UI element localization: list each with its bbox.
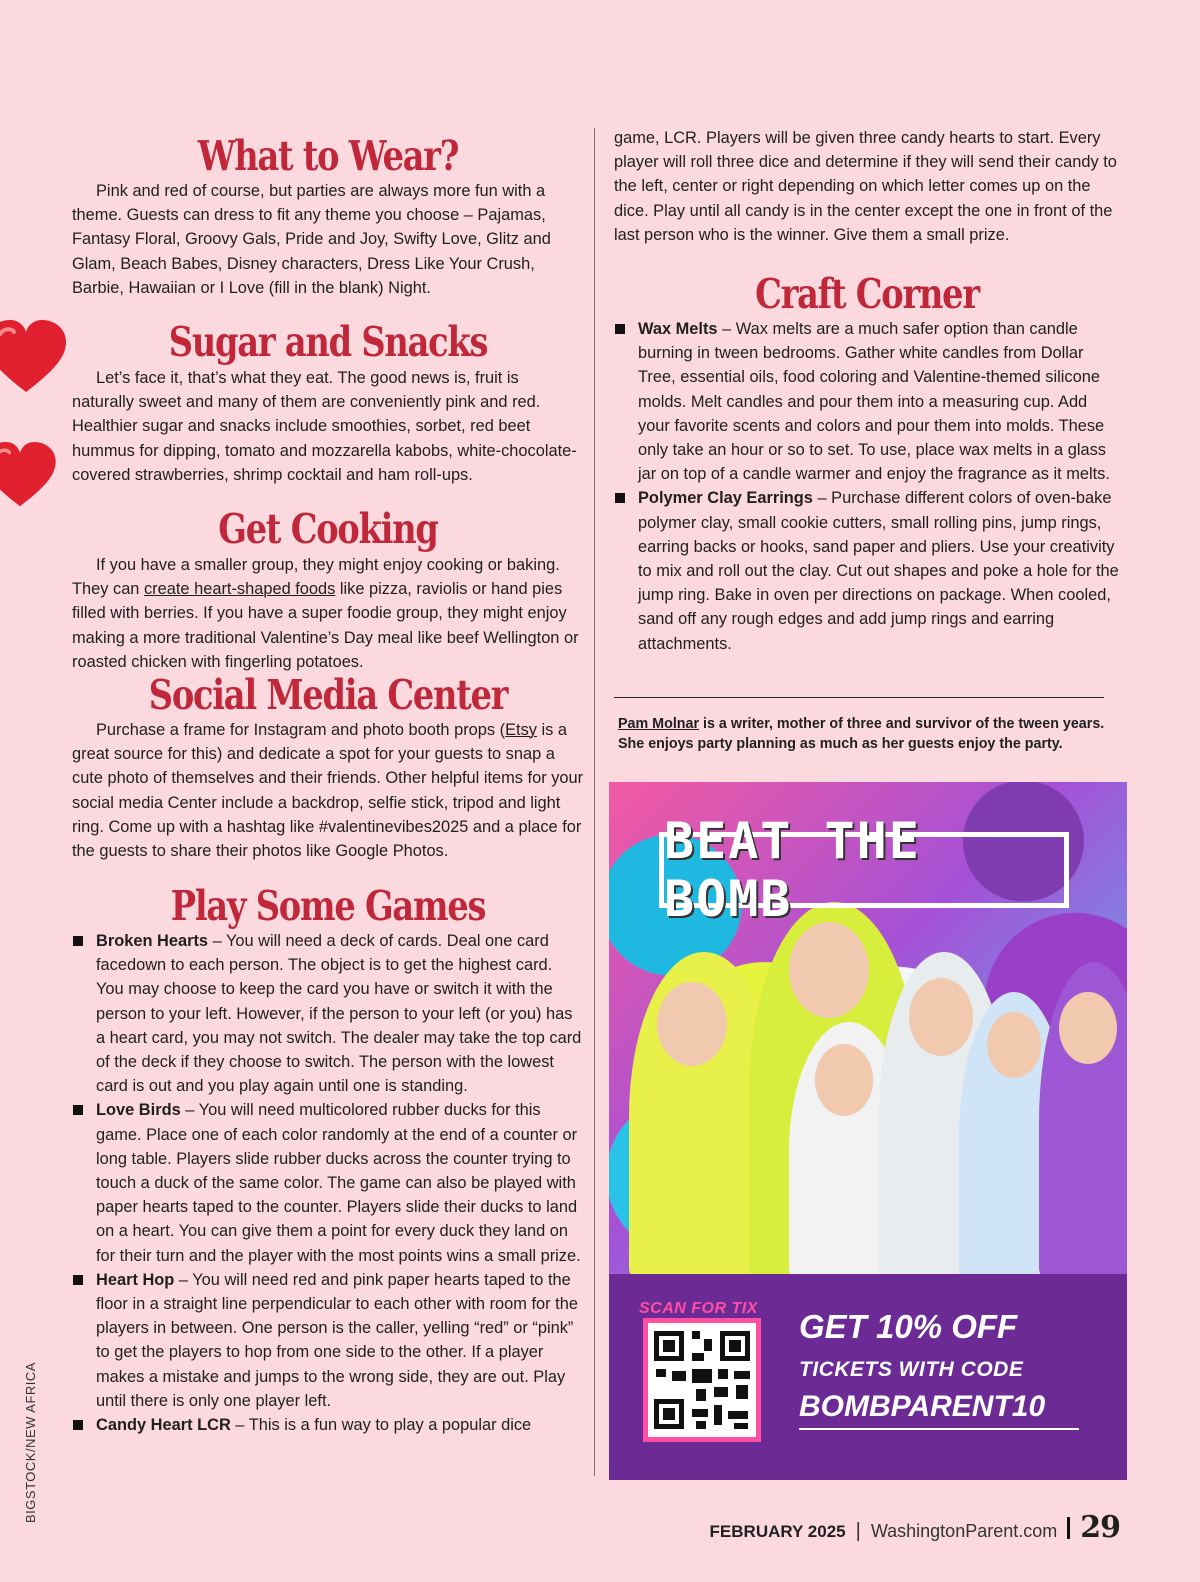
author-bio: Pam Molnar is a writer, mother of three and survivor of the tween years. She enjoys party planning as much as her guests enjoy the party. [618,716,1105,752]
list-item: Wax Melts – Wax melts are a much safer option than candle burning in tween bedrooms. Gather white candles from Dollar Tree, essential oils, food coloring and Valentine-themed silicone molds. Melt candles and pour them into a measuring cup. Add your favorite scents and colors and pour them into molds. These only take an hour or so to set. To use, place wax melts in a glass jar on top of a candle warmer and enjoy the fragrance as it melts. [614,317,1120,486]
beat-the-bomb-ad[interactable] [609,782,1127,1480]
heading-craft-corner: Craft Corner [755,270,979,318]
heart-icon [0,442,56,508]
square-bullet-icon [73,1420,83,1430]
paragraph-what-to-wear: Pink and red of course, but parties are always more fun with a theme. Guests can dress to fit any theme you choose – Pajamas, Fantasy Floral, Groovy Gals, Pride and Joy, Swifty Love, Glitz and Glam, Beach Babes, Disney characters, Dress Like Your Crush, Barbie, Hawaiian or I Love (fill in the blank) Night. [72,182,551,297]
paragraph-sugar-and-snacks: Let’s face it, that’s what they eat. The good news is, fruit is naturally sweet and many of them are conveniently pink and red. Healthier sugar and snacks include smoothies, sorbet, red beet hummus for dipping, tomato and mozzarella kabobs, white-chocolate-covered strawberries, shrimp cocktail and ham roll-ups. [72,369,577,484]
issue-date: FEBRUARY 2025 [709,1522,846,1541]
photo-credit: BIGSTOCK/NEW AFRICA [23,1362,38,1523]
link-heart-shaped-foods[interactable]: create heart-shaped foods [143,580,336,599]
author-rule [614,697,1104,698]
ad-title: BEAT THE BOMB [664,812,921,928]
square-bullet-icon [615,324,625,334]
link-etsy[interactable]: Etsy [505,721,537,739]
square-bullet-icon [73,1275,83,1285]
paragraph-get-cooking: If you have a smaller group, they might enjoy cooking or baking. They can create heart-shaped foods like pizza, raviolis or hand pies filled with berries. If you have a super foodie group, they might enjoy making a more traditional Valentine’s Day meal like beef Wellington or roasted chicken with fingerling potatoes. [72,556,579,671]
site-link[interactable]: WashingtonParent.com [870,1521,1058,1541]
games-list [72,929,584,1437]
ad-photo [609,782,1127,1274]
square-bullet-icon [73,1105,83,1115]
ad-logo [659,812,1069,928]
heading-sugar-and-snacks: Sugar and Snacks [168,318,488,366]
ad-offer-panel: SCAN FOR TIX GET 10% OFF TICKETS WITH CODE BOMBPARENT10 [609,1274,1127,1480]
list-item: Heart Hop – You will need red and pink paper hearts taped to the floor in a straight line perpendicular to each other with room for the players in between. One person is the caller, yelling “red” or “pink” to get the players to hop from one side to the other. If a player makes a mistake and jumps to the wrong side, they are out. Play until there is only one player left. [72,1268,584,1413]
square-bullet-icon [73,936,83,946]
square-bullet-icon [615,493,625,503]
paragraph-social-media-center: Purchase a frame for Instagram and photo booth props (Etsy is a great source for this) and dedicate a spot for your guests to snap a cute photo of themselves and their friends. Other helpful items for your social media Center include a backdrop, selfie stick, tripod and light ring. Come up with a hashtag like #valentinevibes2025 and a place for the guests to share their photos like Google Photos. [72,721,584,861]
heading-play-some-games: Play Some Games [170,882,486,930]
offer-underline [799,1428,1079,1430]
footer-separator [1067,1517,1070,1539]
promo-code: BOMBPARENT10 [799,1390,1046,1423]
list-item: Broken Hearts – You will need a deck of cards. Deal one card facedown to each person. The object is to get the highest card. You may choose to keep the card you have or switch it with the person to your left. However, if the person to your left (or you) has a heart card, you may not switch. The dealer may take the top card of the deck if they choose to switch. The person with the lowest card is out and you play again until one is standing. [72,929,584,1098]
heart-icon [0,320,66,400]
qr-code-icon[interactable] [643,1318,761,1442]
heading-social-media-center: Social Media Center [148,671,508,719]
page-number: 29 [1080,1510,1120,1545]
list-item: Polymer Clay Earrings – Purchase different colors of oven-bake polymer clay, small cookie cutters, small rolling pins, jump rings, earring backs or hooks, sand paper and pliers. Use your creativity to mix and roll out the clay. Cut out shapes and poke a hole for the jump ring. Bake in oven per directions on package. When cooled, sand off any rough edges and add jump rings and earring attachments. [614,486,1120,655]
column-divider [594,128,595,1476]
heading-what-to-wear: What to Wear? [197,132,459,180]
scan-label: SCAN FOR TIX [639,1300,758,1317]
page-footer [710,1510,1120,1545]
craft-list [614,317,1120,656]
list-item: Candy Heart LCR – This is a fun way to play a popular dice [72,1413,584,1437]
list-item: Love Birds – You will need multicolored rubber ducks for this game. Place one of each color randomly at the end of a counter or long table. Players slide rubber ducks across the counter trying to touch a duck of the same color. The game can also be played with paper hearts taped to the counter. Players slide their ducks to land on a heart. You can give them a point for every duck they land on for their turn and the player with the most points wins a small prize. [72,1098,584,1267]
heading-get-cooking: Get Cooking [218,505,438,553]
paragraph-lcr-continued: game, LCR. Players will be given three candy hearts to start. Every player will roll three dice and determine if they will send their candy to the left, center or right depending on which letter comes up on the dice. Play until all candy is in the center except the one in front of the last person who is the winner. Give them a small prize. [614,129,1117,244]
author-name-link[interactable]: Pam Molnar [618,716,700,732]
footer-separator: | [855,1520,861,1542]
